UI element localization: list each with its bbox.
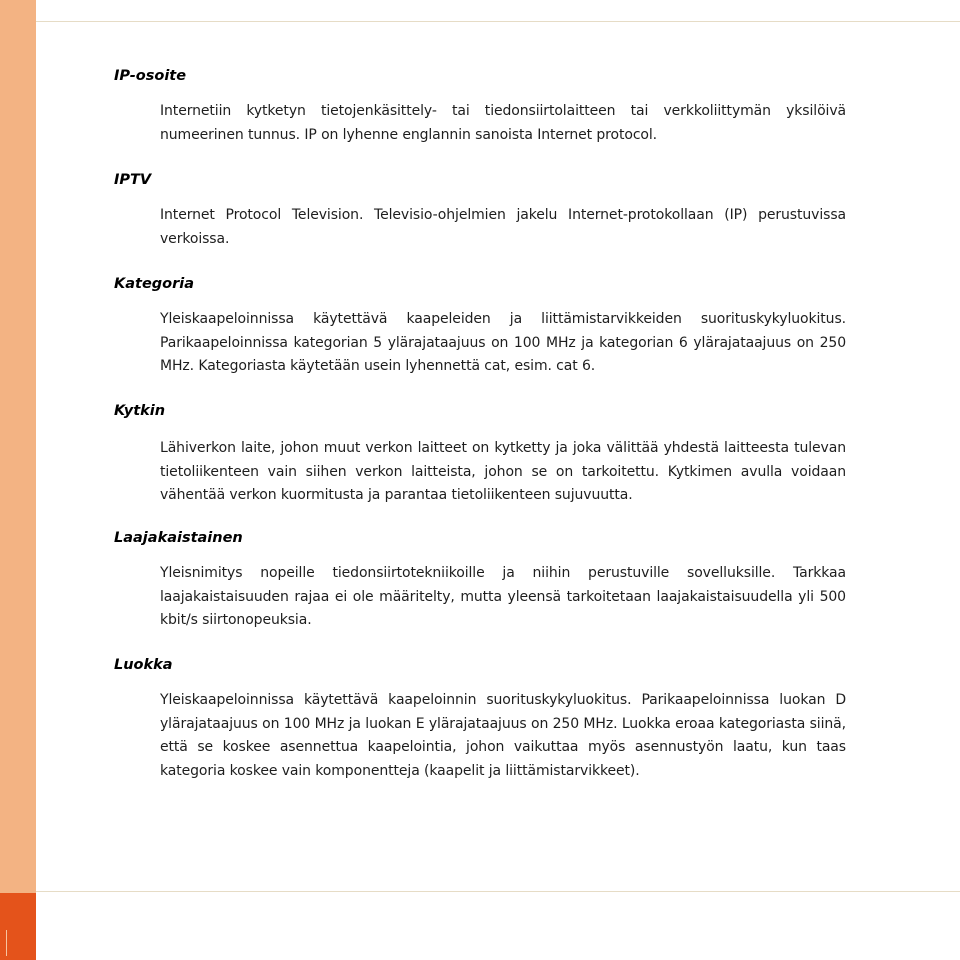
glossary-term: Laajakaistainen [114, 530, 243, 546]
corner-accent-mark [6, 930, 7, 956]
glossary-definition: Yleiskaapeloinnissa käytettävä kaapeleiden ja liittämistarvikkeiden suorituskykyluokitus. Parikaapeloinnissa kategorian 5 ylärajataajuus on 100 MHz ja kategorian 6 ylärajataajuus on 250 MHz. Kategoriasta käytetään usein lyhennettä cat, esim. cat 6. [160, 311, 846, 374]
glossary-definition: Yleiskaapeloinnissa käytettävä kaapeloinnin suorituskykyluokitus. Parikaapeloinnissa luokan D ylärajataajuus on 100 MHz ja luokan E ylärajataajuus on 250 MHz. Luokka eroaa kategoriasta siinä, että se koskee asennettua kaapelointia, johon vaikuttaa myös asennustyön laatu, kun taas kategoria koskee vain komponentteja (kaapelit ja liittämistarvikkeet). [160, 692, 846, 779]
page-side-strip [0, 0, 36, 960]
bottom-divider [36, 891, 960, 892]
glossary-term: IP-osoite [114, 68, 187, 84]
glossary-term: Kytkin [114, 403, 166, 419]
glossary-definition: Lähiverkon laite, johon muut verkon laitteet on kytketty ja joka välittää yhdestä laitteesta tulevan tietoliikenteen vain siihen verkon laitteista, johon se on tarkoitettu. Kytkimen avulla voidaan vähentää verkon kuormitusta ja parantaa tietoliikenteen sujuvuutta. [160, 440, 846, 503]
glossary-definition: Yleisnimitys nopeille tiedonsiirtotekniikoille ja niihin perustuville sovelluksille. Tarkkaa laajakaistaisuuden rajaa ei ole määritelty, mutta yleensä tarkoitetaan laajakaistaisuudella yli 500 kbit/s siirtonopeuksia. [160, 565, 846, 628]
glossary-term: Kategoria [114, 276, 195, 292]
glossary-definition: Internetiin kytketyn tietojenkäsittely- tai tiedonsiirtolaitteen tai verkkoliittymän yksilöivä numeerinen tunnus. IP on lyhenne englannin sanoista Internet protocol. [160, 103, 846, 143]
top-divider [36, 21, 960, 22]
glossary-definition: Internet Protocol Television. Televisio-ohjelmien jakelu Internet-protokollaan (IP) perustuvissa verkoissa. [160, 207, 846, 247]
glossary-term: IPTV [114, 172, 152, 188]
glossary-term: Luokka [114, 657, 173, 673]
